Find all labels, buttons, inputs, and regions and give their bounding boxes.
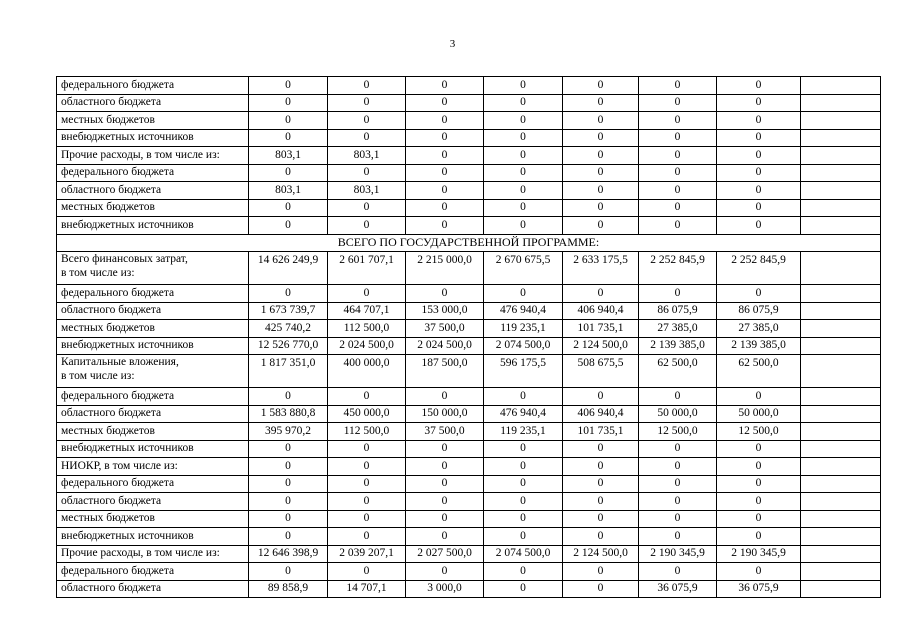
- value-cell: 0: [249, 458, 328, 476]
- value-cell: 0: [406, 563, 484, 581]
- value-cell: 0: [328, 475, 406, 493]
- table-row: [57, 475, 881, 493]
- value-cell: 2 027 500,0: [406, 545, 484, 563]
- row-label: федерального бюджета: [57, 285, 249, 303]
- value-cell: 2 139 385,0: [639, 337, 717, 355]
- value-cell: 0: [563, 493, 639, 511]
- value-cell: 0: [717, 199, 801, 217]
- value-cell: 0: [406, 458, 484, 476]
- value-cell: 0: [484, 528, 563, 546]
- table-row: [57, 458, 881, 476]
- value-cell: 2 074 500,0: [484, 337, 563, 355]
- value-cell: [801, 563, 881, 581]
- value-cell: 0: [639, 199, 717, 217]
- value-cell: 0: [563, 112, 639, 130]
- value-cell: 0: [328, 164, 406, 182]
- value-cell: 2 633 175,5: [563, 252, 639, 285]
- value-cell: 0: [639, 563, 717, 581]
- table-row: [57, 355, 881, 388]
- value-cell: 27 385,0: [639, 320, 717, 338]
- value-cell: 0: [639, 458, 717, 476]
- row-label: НИОКР, в том числе из:: [57, 458, 249, 476]
- value-cell: 36 075,9: [639, 580, 717, 598]
- value-cell: 406 940,4: [563, 405, 639, 423]
- value-cell: 464 707,1: [328, 302, 406, 320]
- value-cell: 0: [406, 388, 484, 406]
- value-cell: 0: [563, 528, 639, 546]
- value-cell: 0: [406, 77, 484, 95]
- value-cell: 803,1: [328, 147, 406, 165]
- value-cell: 12 526 770,0: [249, 337, 328, 355]
- table-row: [57, 217, 881, 235]
- value-cell: 0: [717, 440, 801, 458]
- table-row: [57, 252, 881, 285]
- value-cell: [801, 580, 881, 598]
- value-cell: [801, 440, 881, 458]
- value-cell: 803,1: [328, 182, 406, 200]
- value-cell: 0: [328, 510, 406, 528]
- value-cell: 0: [563, 563, 639, 581]
- value-cell: 0: [484, 493, 563, 511]
- value-cell: 0: [249, 217, 328, 235]
- row-label: внебюджетных источников: [57, 440, 249, 458]
- value-cell: 112 500,0: [328, 423, 406, 441]
- value-cell: [801, 182, 881, 200]
- value-cell: 0: [249, 388, 328, 406]
- row-label: областного бюджета: [57, 493, 249, 511]
- value-cell: 0: [328, 217, 406, 235]
- value-cell: 0: [328, 112, 406, 130]
- value-cell: [801, 252, 881, 285]
- value-cell: 0: [563, 94, 639, 112]
- value-cell: 0: [249, 528, 328, 546]
- table-row: [57, 77, 881, 95]
- value-cell: 0: [639, 182, 717, 200]
- value-cell: 0: [563, 475, 639, 493]
- value-cell: 0: [717, 475, 801, 493]
- value-cell: 2 074 500,0: [484, 545, 563, 563]
- value-cell: 0: [639, 217, 717, 235]
- value-cell: 0: [328, 285, 406, 303]
- value-cell: 0: [328, 493, 406, 511]
- value-cell: 0: [717, 510, 801, 528]
- value-cell: [801, 510, 881, 528]
- value-cell: 0: [639, 440, 717, 458]
- value-cell: 0: [639, 164, 717, 182]
- value-cell: 0: [484, 475, 563, 493]
- value-cell: 2 139 385,0: [717, 337, 801, 355]
- row-label: внебюджетных источников: [57, 337, 249, 355]
- row-label: местных бюджетов: [57, 320, 249, 338]
- value-cell: 0: [563, 217, 639, 235]
- section-row: [57, 234, 881, 252]
- value-cell: 0: [717, 528, 801, 546]
- value-cell: 0: [563, 440, 639, 458]
- value-cell: 0: [406, 475, 484, 493]
- value-cell: 119 235,1: [484, 320, 563, 338]
- value-cell: 476 940,4: [484, 405, 563, 423]
- value-cell: 0: [717, 388, 801, 406]
- row-label: местных бюджетов: [57, 423, 249, 441]
- value-cell: 187 500,0: [406, 355, 484, 388]
- value-cell: 0: [717, 182, 801, 200]
- value-cell: 0: [406, 493, 484, 511]
- value-cell: [801, 405, 881, 423]
- row-label-line: Всего финансовых затрат,: [61, 253, 188, 265]
- value-cell: 803,1: [249, 182, 328, 200]
- value-cell: 0: [563, 510, 639, 528]
- value-cell: 0: [484, 217, 563, 235]
- value-cell: 0: [563, 164, 639, 182]
- row-label: Прочие расходы, в том числе из:: [57, 545, 249, 563]
- value-cell: 0: [484, 112, 563, 130]
- value-cell: 0: [328, 458, 406, 476]
- value-cell: 89 858,9: [249, 580, 328, 598]
- value-cell: 0: [249, 440, 328, 458]
- value-cell: 0: [406, 285, 484, 303]
- table-row: [57, 94, 881, 112]
- table-row: [57, 285, 881, 303]
- value-cell: 0: [249, 94, 328, 112]
- value-cell: 0: [328, 563, 406, 581]
- value-cell: 37 500,0: [406, 423, 484, 441]
- table-row: [57, 182, 881, 200]
- value-cell: 50 000,0: [639, 405, 717, 423]
- value-cell: 0: [406, 94, 484, 112]
- value-cell: [801, 320, 881, 338]
- value-cell: 0: [717, 112, 801, 130]
- value-cell: 0: [563, 388, 639, 406]
- value-cell: [801, 217, 881, 235]
- value-cell: 0: [717, 217, 801, 235]
- value-cell: 112 500,0: [328, 320, 406, 338]
- value-cell: 0: [639, 475, 717, 493]
- table-row: [57, 337, 881, 355]
- value-cell: 0: [639, 528, 717, 546]
- row-label: [57, 355, 249, 388]
- value-cell: 1 673 739,7: [249, 302, 328, 320]
- value-cell: 0: [563, 580, 639, 598]
- value-cell: 450 000,0: [328, 405, 406, 423]
- row-label: местных бюджетов: [57, 510, 249, 528]
- table-row: [57, 580, 881, 598]
- table-row: [57, 440, 881, 458]
- value-cell: 0: [484, 285, 563, 303]
- value-cell: 0: [717, 129, 801, 147]
- table-row: [57, 199, 881, 217]
- row-label-line: в том числе из:: [61, 369, 135, 382]
- value-cell: 0: [563, 129, 639, 147]
- value-cell: 0: [406, 217, 484, 235]
- row-label: областного бюджета: [57, 580, 249, 598]
- value-cell: [801, 77, 881, 95]
- value-cell: 0: [484, 147, 563, 165]
- value-cell: 0: [717, 458, 801, 476]
- value-cell: 101 735,1: [563, 423, 639, 441]
- value-cell: 0: [639, 388, 717, 406]
- row-label: внебюджетных источников: [57, 217, 249, 235]
- value-cell: 153 000,0: [406, 302, 484, 320]
- value-cell: 0: [639, 493, 717, 511]
- value-cell: 0: [484, 580, 563, 598]
- value-cell: 0: [484, 510, 563, 528]
- table-row: [57, 423, 881, 441]
- value-cell: 0: [484, 182, 563, 200]
- value-cell: 0: [406, 164, 484, 182]
- value-cell: 14 626 249,9: [249, 252, 328, 285]
- value-cell: 0: [639, 94, 717, 112]
- value-cell: 0: [249, 199, 328, 217]
- row-label: федерального бюджета: [57, 77, 249, 95]
- value-cell: 406 940,4: [563, 302, 639, 320]
- row-label: [57, 252, 249, 285]
- value-cell: 12 500,0: [717, 423, 801, 441]
- table-row: [57, 164, 881, 182]
- value-cell: 62 500,0: [717, 355, 801, 388]
- value-cell: 0: [484, 440, 563, 458]
- value-cell: 2 024 500,0: [406, 337, 484, 355]
- value-cell: 2 601 707,1: [328, 252, 406, 285]
- value-cell: 86 075,9: [717, 302, 801, 320]
- value-cell: 0: [484, 129, 563, 147]
- value-cell: 508 675,5: [563, 355, 639, 388]
- value-cell: 36 075,9: [717, 580, 801, 598]
- value-cell: 150 000,0: [406, 405, 484, 423]
- value-cell: 0: [484, 77, 563, 95]
- value-cell: 2 124 500,0: [563, 545, 639, 563]
- value-cell: [801, 458, 881, 476]
- value-cell: [801, 423, 881, 441]
- value-cell: 50 000,0: [717, 405, 801, 423]
- value-cell: 0: [484, 164, 563, 182]
- value-cell: 0: [328, 129, 406, 147]
- value-cell: 2 252 845,9: [639, 252, 717, 285]
- value-cell: 14 707,1: [328, 580, 406, 598]
- value-cell: 0: [639, 510, 717, 528]
- table-row: [57, 405, 881, 423]
- value-cell: 0: [406, 112, 484, 130]
- value-cell: 2 215 000,0: [406, 252, 484, 285]
- value-cell: 0: [563, 285, 639, 303]
- table-row: [57, 545, 881, 563]
- row-label: областного бюджета: [57, 94, 249, 112]
- value-cell: 0: [249, 510, 328, 528]
- value-cell: 0: [563, 182, 639, 200]
- value-cell: 0: [328, 77, 406, 95]
- value-cell: 0: [717, 493, 801, 511]
- value-cell: 0: [717, 285, 801, 303]
- value-cell: 0: [563, 458, 639, 476]
- value-cell: 12 500,0: [639, 423, 717, 441]
- value-cell: 0: [563, 147, 639, 165]
- value-cell: 0: [639, 147, 717, 165]
- value-cell: 0: [406, 440, 484, 458]
- page-number: 3: [449, 38, 456, 50]
- value-cell: [801, 545, 881, 563]
- value-cell: 596 175,5: [484, 355, 563, 388]
- row-label: Прочие расходы, в том числе из:: [57, 147, 249, 165]
- value-cell: 1 817 351,0: [249, 355, 328, 388]
- row-label: областного бюджета: [57, 302, 249, 320]
- value-cell: 0: [406, 182, 484, 200]
- value-cell: 0: [484, 388, 563, 406]
- row-label: областного бюджета: [57, 182, 249, 200]
- value-cell: 12 646 398,9: [249, 545, 328, 563]
- value-cell: [801, 129, 881, 147]
- value-cell: 2 124 500,0: [563, 337, 639, 355]
- value-cell: 101 735,1: [563, 320, 639, 338]
- value-cell: 0: [639, 129, 717, 147]
- value-cell: [801, 355, 881, 388]
- row-label: внебюджетных источников: [57, 129, 249, 147]
- value-cell: 0: [249, 563, 328, 581]
- value-cell: 0: [563, 77, 639, 95]
- value-cell: 0: [249, 164, 328, 182]
- value-cell: 2 670 675,5: [484, 252, 563, 285]
- value-cell: 3 000,0: [406, 580, 484, 598]
- value-cell: 0: [328, 528, 406, 546]
- value-cell: 1 583 880,8: [249, 405, 328, 423]
- table-row: [57, 388, 881, 406]
- value-cell: 0: [249, 129, 328, 147]
- value-cell: [801, 147, 881, 165]
- value-cell: [801, 94, 881, 112]
- value-cell: 0: [717, 77, 801, 95]
- value-cell: 0: [249, 77, 328, 95]
- row-label: областного бюджета: [57, 405, 249, 423]
- value-cell: 0: [563, 199, 639, 217]
- row-label-line: в том числе из:: [61, 266, 135, 279]
- value-cell: 0: [328, 388, 406, 406]
- value-cell: 395 970,2: [249, 423, 328, 441]
- row-label: местных бюджетов: [57, 112, 249, 130]
- value-cell: [801, 337, 881, 355]
- table-row: [57, 147, 881, 165]
- table-row: [57, 302, 881, 320]
- section-title: ВСЕГО ПО ГОСУДАРСТВЕННОЙ ПРОГРАММЕ:: [57, 234, 881, 252]
- value-cell: 0: [639, 285, 717, 303]
- value-cell: 0: [328, 440, 406, 458]
- value-cell: 86 075,9: [639, 302, 717, 320]
- value-cell: 0: [249, 285, 328, 303]
- value-cell: 62 500,0: [639, 355, 717, 388]
- value-cell: 0: [484, 199, 563, 217]
- value-cell: 0: [249, 493, 328, 511]
- value-cell: 37 500,0: [406, 320, 484, 338]
- value-cell: [801, 528, 881, 546]
- value-cell: [801, 475, 881, 493]
- table-row: [57, 112, 881, 130]
- table-row: [57, 493, 881, 511]
- value-cell: 0: [639, 112, 717, 130]
- value-cell: 0: [328, 199, 406, 217]
- value-cell: 2 039 207,1: [328, 545, 406, 563]
- value-cell: 400 000,0: [328, 355, 406, 388]
- value-cell: 476 940,4: [484, 302, 563, 320]
- value-cell: 27 385,0: [717, 320, 801, 338]
- table-row: [57, 510, 881, 528]
- value-cell: 0: [406, 147, 484, 165]
- value-cell: 119 235,1: [484, 423, 563, 441]
- value-cell: [801, 302, 881, 320]
- row-label: внебюджетных источников: [57, 528, 249, 546]
- value-cell: [801, 493, 881, 511]
- value-cell: 2 024 500,0: [328, 337, 406, 355]
- value-cell: 0: [484, 563, 563, 581]
- value-cell: 0: [717, 164, 801, 182]
- value-cell: 2 252 845,9: [717, 252, 801, 285]
- row-label: местных бюджетов: [57, 199, 249, 217]
- value-cell: 425 740,2: [249, 320, 328, 338]
- value-cell: 0: [639, 77, 717, 95]
- row-label: федерального бюджета: [57, 388, 249, 406]
- value-cell: [801, 285, 881, 303]
- row-label: федерального бюджета: [57, 563, 249, 581]
- value-cell: 0: [406, 199, 484, 217]
- value-cell: 0: [406, 528, 484, 546]
- row-label-line: Капитальные вложения,: [61, 356, 179, 368]
- row-label: федерального бюджета: [57, 164, 249, 182]
- value-cell: 0: [484, 458, 563, 476]
- value-cell: 0: [717, 147, 801, 165]
- table-row: [57, 129, 881, 147]
- table-row: [57, 563, 881, 581]
- value-cell: 2 190 345,9: [639, 545, 717, 563]
- value-cell: 0: [249, 112, 328, 130]
- row-label: федерального бюджета: [57, 475, 249, 493]
- value-cell: 0: [717, 563, 801, 581]
- budget-table: [56, 76, 881, 598]
- value-cell: 0: [717, 94, 801, 112]
- value-cell: 0: [328, 94, 406, 112]
- value-cell: [801, 199, 881, 217]
- value-cell: 0: [406, 129, 484, 147]
- value-cell: 803,1: [249, 147, 328, 165]
- value-cell: 0: [406, 510, 484, 528]
- value-cell: 2 190 345,9: [717, 545, 801, 563]
- value-cell: 0: [484, 94, 563, 112]
- value-cell: 0: [249, 475, 328, 493]
- table-row: [57, 320, 881, 338]
- table-row: [57, 528, 881, 546]
- value-cell: [801, 112, 881, 130]
- value-cell: [801, 164, 881, 182]
- value-cell: [801, 388, 881, 406]
